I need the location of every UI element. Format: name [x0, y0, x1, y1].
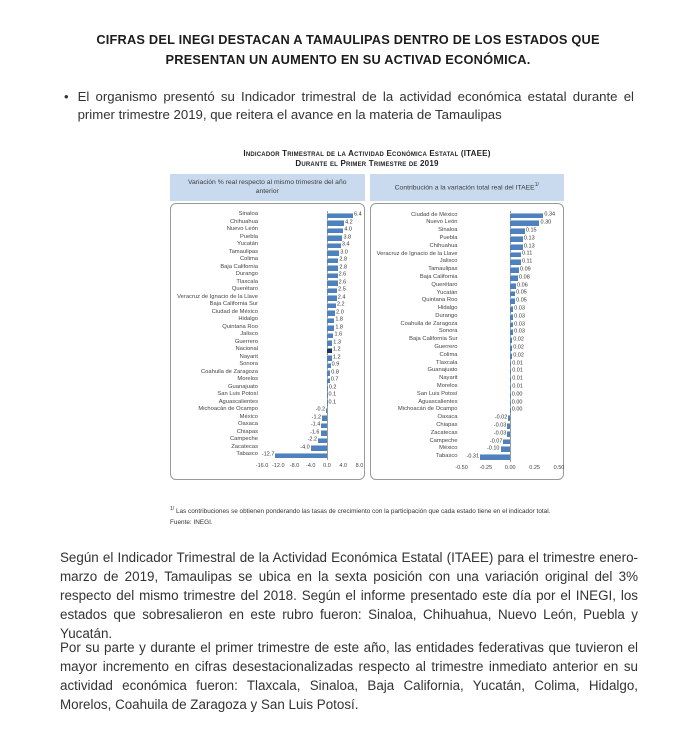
bar-value: 0.00	[511, 391, 523, 397]
bar-value: 0.08	[519, 274, 530, 281]
bar-value: 0.34	[544, 211, 556, 218]
bar	[510, 244, 523, 250]
footnote-ref: 1/	[534, 182, 539, 189]
bar-category-label: Veracruz de Ignacio de la Llave	[177, 293, 259, 300]
bar-value: 0.15	[525, 227, 537, 234]
bar-value: 0.01	[512, 383, 523, 390]
bar-value: 0.00	[511, 398, 523, 405]
bar-row	[175, 414, 360, 422]
bar-row	[375, 367, 560, 375]
bar-category-label: Puebla	[239, 233, 259, 240]
bar-row	[175, 452, 360, 460]
bar	[327, 303, 336, 309]
bar-category-label: Tabasco	[236, 451, 259, 458]
bar-category-label: Querétaro	[431, 281, 458, 288]
right-panel-header	[370, 174, 565, 200]
bar-category-label: Michoacán de Ocampo	[198, 406, 259, 413]
bar-row	[375, 445, 560, 453]
left-panel-header-text: Variación % real respecto al mismo trimestre del año anterior	[187, 179, 347, 196]
bar-value: -12.7	[261, 451, 275, 458]
bar-category-label: Aguascalientes	[418, 398, 458, 405]
bar-value: -0.07	[489, 437, 503, 444]
bar-value: 0.30	[540, 219, 552, 226]
bar-value: 0.13	[523, 242, 535, 249]
bar-row	[375, 258, 560, 266]
bar-value: -0.31	[466, 453, 480, 460]
bar-value: 0.03	[514, 328, 525, 335]
bar	[327, 220, 344, 226]
bar-row	[375, 336, 560, 344]
bar-row	[175, 324, 360, 332]
bar-row	[175, 437, 360, 445]
intro-bullet	[64, 88, 634, 125]
bar-row	[375, 453, 560, 461]
bar-row	[375, 235, 560, 243]
bar-value: 0.02	[513, 352, 524, 359]
bar-row	[175, 212, 360, 220]
bar-value: 0.01	[512, 375, 523, 382]
contribution-chart-bars	[375, 212, 560, 462]
bar-category-label: Durango	[235, 271, 259, 278]
bar-category-label: Guanajuato	[427, 367, 458, 374]
body-paragraph-2: Por su parte y durante el primer trimestre de este año, las entidades federativas que tuvieron el mayor incremento en cifras desestacionalizadas respecto al trimestre inmediato anterior en su actividad económica fueron: Tlaxcala, Sinaloa, Baja California, Yucatán, Colima, Hidalgo, Morelos, Coahuila de Zaragoza y San Luis Potosí.	[60, 640, 638, 713]
x-tick-label: -8.0	[289, 463, 300, 470]
footnote-text: Las contribuciones se obtienen ponderando las tasas de crecimiento con la participación que cada estado tiene en el indicador total.	[175, 508, 551, 516]
bar-value: 2.5	[338, 286, 346, 293]
bar-category-label: Oaxaca	[238, 421, 259, 428]
bar-category-label: Tamaulipas	[428, 266, 458, 273]
bar	[321, 430, 327, 436]
x-tick-label: 4.0	[339, 463, 348, 470]
bar-value: 0.05	[516, 297, 527, 304]
bar-row	[375, 305, 560, 313]
bar-row	[375, 297, 560, 305]
bar-row	[375, 290, 560, 298]
bar-category-label: Sinaloa	[238, 211, 259, 218]
bar-row	[175, 444, 360, 452]
bar-category-label: Chiapas	[236, 428, 259, 435]
bar-row	[175, 294, 360, 302]
document-title: CIFRAS DEL INEGI DESTACAN A TAMAULIPAS DENTRO DE LOS ESTADOS QUE PRESENTAN UN AUMENTO EN SU ACTIVAD ECONÓMICA.	[96, 32, 600, 67]
bar-row	[175, 317, 360, 325]
bar-value: 0.2	[328, 384, 337, 391]
itaee-figure	[170, 148, 564, 527]
bar-row	[175, 257, 360, 265]
bar-category-label: Coahuila de Zaragoza	[200, 368, 259, 375]
bar-row	[175, 339, 360, 347]
bar-category-label: Baja California Sur	[209, 301, 259, 308]
bar-category-label: Chihuahua	[229, 218, 259, 225]
bar-category-label: Zacatecas	[430, 429, 458, 436]
bar-row	[375, 438, 560, 446]
bar-value: 1.2	[332, 354, 341, 361]
intro-bullet-text: El organismo presentó su Indicador trimestral de la actividad económica estatal durante el primer trimestre 2019, que reitera el avance en la materia de Tamaulipas	[77, 89, 634, 123]
x-tick-label: -16.0	[255, 463, 269, 470]
bar-row	[175, 407, 360, 415]
bar-row	[375, 399, 560, 407]
bar-row	[375, 227, 560, 235]
bar-category-label: Jalisco	[439, 258, 458, 265]
bar-category-label: Morelos	[237, 376, 259, 383]
bar-value: 0.11	[521, 258, 533, 265]
x-tick-label: -0.25	[479, 465, 493, 472]
variation-chart-bars	[175, 212, 360, 460]
bar	[327, 235, 342, 241]
bar-category-label: Nuevo León	[426, 219, 458, 226]
bar-row	[175, 377, 360, 385]
bar-category-label: Colima	[439, 351, 458, 358]
bar	[510, 213, 543, 219]
bar-value: 2.6	[338, 271, 347, 278]
bar-row	[175, 392, 360, 400]
bar-row	[175, 279, 360, 287]
x-tick-label: -12.0	[271, 463, 285, 470]
bar-value: 2.8	[339, 264, 348, 271]
bar-value: 0.7	[330, 376, 339, 383]
bar-value: -2.2	[307, 436, 318, 443]
bar	[275, 453, 327, 459]
bar-category-label: Tlaxcala	[435, 359, 458, 366]
bar-value: 2.4	[337, 294, 346, 301]
bar-value: 0.05	[516, 289, 527, 296]
bar-value: 0.03	[514, 320, 525, 327]
bar-value: 3.8	[343, 234, 352, 241]
x-tick-label: 8.0	[355, 463, 364, 470]
bar-category-label: Quintana Roo	[222, 323, 259, 330]
bar	[327, 295, 337, 301]
bar-value: 3.4	[341, 241, 350, 248]
bar-category-label: México	[239, 413, 259, 420]
bar	[327, 310, 335, 316]
bar-value: -0.02	[494, 414, 508, 421]
x-tick-label: 0.0	[323, 463, 331, 470]
bar-row	[375, 414, 560, 422]
bar-row	[175, 302, 360, 310]
contribution-chart	[370, 203, 565, 481]
bar-category-label: Chiapas	[436, 422, 458, 429]
bar-row	[375, 251, 560, 259]
bar-value: 1.6	[334, 331, 343, 338]
bar-category-label: Nayarit	[239, 353, 259, 360]
bar-row	[375, 219, 560, 227]
bar-category-label: Hidalgo	[437, 305, 458, 312]
bar	[318, 438, 327, 444]
bar-value: 2.6	[338, 279, 347, 286]
bar-value: 0.01	[512, 359, 523, 366]
bar-value: 1.2	[332, 346, 341, 353]
bar	[510, 236, 523, 242]
bar-category-label: Ciudad de México	[411, 211, 458, 218]
bar-value: 0.1	[328, 399, 337, 406]
footnote-marker: 1/	[170, 506, 175, 513]
bar-value: 0.1	[328, 391, 337, 398]
bar	[327, 265, 338, 271]
bar-category-label: Campeche	[229, 436, 259, 443]
bar-category-label: Guerrero	[234, 338, 259, 345]
bar-category-label: Puebla	[439, 234, 458, 241]
variation-chart-axis	[175, 462, 364, 473]
bar-category-label: Tlaxcala	[236, 278, 259, 285]
bar-row	[175, 287, 360, 295]
bar-value: 0.11	[521, 250, 533, 257]
bar	[327, 288, 337, 294]
bar-row	[375, 422, 560, 430]
bar	[327, 273, 338, 279]
bar-row	[375, 313, 560, 321]
bar-category-label: Sonora	[438, 328, 458, 335]
bar-row	[175, 369, 360, 377]
bar-value: 0.02	[513, 344, 524, 351]
bar-category-label: México	[439, 445, 458, 452]
figure-footnote	[170, 506, 564, 527]
bar	[510, 220, 539, 226]
bar	[327, 318, 334, 324]
zero-axis-line	[510, 452, 511, 462]
bar-value: -0.10	[486, 445, 500, 452]
bullet-icon: •	[64, 89, 69, 104]
bar-value: 0.03	[514, 305, 525, 312]
bar	[327, 280, 338, 286]
x-tick-label: -0.50	[455, 465, 468, 472]
bar-value: -1.4	[310, 421, 321, 428]
bar-row	[175, 384, 360, 392]
bar-category-label: Yucatán	[436, 289, 458, 296]
bar-value: -1.2	[311, 414, 322, 421]
bar-value: -0.03	[493, 429, 507, 436]
bar	[510, 267, 519, 273]
bar-row	[375, 391, 560, 399]
bar-row	[375, 406, 560, 414]
bar	[510, 259, 521, 265]
figure-source: Fuente: INEGI.	[170, 518, 213, 526]
bar-row	[375, 383, 560, 391]
bar-row	[375, 321, 560, 329]
bar-category-label: Chihuahua	[429, 242, 458, 249]
bar-row	[375, 328, 560, 336]
bar-value: 3.0	[340, 249, 348, 256]
bar	[501, 446, 511, 452]
bar-row	[375, 282, 560, 290]
bar-value: -0.2	[315, 406, 326, 413]
bar-value: 1.8	[335, 316, 343, 323]
bar-category-label: Nacional	[235, 346, 259, 353]
bar-category-label: Guanajuato	[228, 383, 259, 390]
bar-value: 2.8	[339, 256, 348, 263]
bar	[327, 250, 339, 256]
bar-value: 0.9	[331, 361, 340, 368]
bar	[480, 454, 510, 460]
contribution-chart-axis	[375, 464, 565, 475]
bar-value: -4.0	[300, 444, 310, 451]
bar-row	[375, 344, 560, 352]
bar-category-label: Quintana Roo	[421, 297, 458, 304]
bar-category-label: Nuevo León	[226, 226, 259, 233]
bar-category-label: Coahuila de Zaragoza	[400, 320, 458, 327]
bar	[503, 439, 510, 445]
bar-category-label: Sonora	[239, 361, 259, 368]
bar-row	[175, 309, 360, 317]
bar-value: 0.13	[523, 235, 535, 242]
right-panel-header-text: Contribución a la variación total real del $ITAEE^{1/}$	[394, 182, 539, 192]
bar	[327, 213, 353, 219]
bar-row	[375, 430, 560, 438]
bar-value: 0.8	[331, 369, 339, 376]
bar-category-label: Jalisco	[240, 331, 259, 338]
bar-row	[175, 234, 360, 242]
bar	[510, 252, 521, 258]
bar-category-label: Sinaloa	[438, 227, 458, 234]
bar-row	[175, 362, 360, 370]
body-paragraph-1: Según el Indicador Trimestral de la Actividad Económica Estatal (ITAEE) para el trimestre enero-marzo de 2019, Tamaulipas se ubica en la sexta posición con una variación original del 3% respecto del mismo trimestre del 2018. Según el informe presentado este día por el INEGI, los estados que sobresalieron en este rubro fueron: Sinaloa, Chihuahua, Nuevo León, Puebla y Yucatán.	[60, 550, 638, 642]
bar-row	[375, 274, 560, 282]
panel-headers	[170, 174, 564, 200]
bar-category-label: Veracruz de Ignacio de la Llave	[376, 250, 458, 257]
bar-value: -1.6	[310, 429, 320, 436]
left-panel-header	[170, 174, 365, 200]
bar-category-label: San Luis Potosí	[217, 391, 259, 398]
bar	[311, 445, 327, 451]
bar-row	[175, 249, 360, 257]
bar-row	[175, 429, 360, 437]
bar-row	[175, 272, 360, 280]
bar-category-label: Ciudad de México	[211, 308, 259, 315]
bar-category-label: Tamaulipas	[228, 248, 259, 255]
bar-row	[175, 422, 360, 430]
bar-value: 6.4	[354, 211, 362, 218]
bar-category-label: Hidalgo	[238, 316, 259, 323]
bar-value: 0.09	[520, 266, 531, 273]
bar-category-label: Guerrero	[434, 344, 458, 351]
bar-value: 0.00	[511, 406, 523, 413]
bar	[327, 325, 334, 331]
bar-value: 0.01	[512, 367, 523, 374]
bar-category-label: Aguascalientes	[218, 398, 259, 405]
bar	[327, 243, 341, 249]
bar-category-label: Nayarit	[439, 375, 458, 382]
figure-subtitle: Durante el Primer Trimestre de 2019	[295, 159, 439, 169]
bar-row	[175, 227, 360, 235]
bar-category-label: Baja California Sur	[409, 336, 458, 343]
bar-row	[175, 354, 360, 362]
bar-category-label: Campeche	[429, 437, 458, 444]
bar-value: 0.03	[514, 313, 525, 320]
bar-category-label: Oaxaca	[437, 414, 458, 421]
bar-category-label: Zacatecas	[231, 443, 259, 450]
bar-value: 2.0	[336, 309, 344, 316]
bar-row	[175, 332, 360, 340]
bar-row	[375, 352, 560, 360]
charts-row	[170, 203, 564, 481]
bar-category-label: Yucatán	[237, 241, 259, 248]
bar-value: 4.0	[344, 226, 352, 233]
bar-value: 4.2	[345, 219, 353, 226]
bar-value: 0.02	[513, 336, 524, 343]
x-tick-label: 0.00	[504, 465, 516, 472]
bar-row	[375, 243, 560, 251]
bar	[327, 228, 343, 234]
bar-row	[175, 219, 360, 227]
bar-category-label: Morelos	[436, 383, 458, 390]
bar-row	[175, 264, 360, 272]
bar-row	[375, 266, 560, 274]
bar-value: -0.03	[493, 422, 507, 429]
bar-value: 0.06	[517, 281, 528, 288]
bar-row	[375, 360, 560, 368]
bar-value: 2.2	[336, 301, 345, 308]
x-tick-label: 0.25	[529, 465, 540, 472]
bar-row	[175, 242, 360, 250]
bar-category-label: Durango	[435, 312, 458, 319]
variation-chart	[170, 203, 365, 481]
bar	[327, 258, 338, 264]
zero-axis-line	[327, 451, 328, 461]
x-tick-label: -4.0	[306, 463, 316, 470]
bar-category-label: Colima	[239, 256, 259, 263]
bar-row	[375, 212, 560, 220]
bar-row	[175, 347, 360, 355]
bar-category-label: Baja California	[220, 263, 259, 270]
x-tick-label: 0.50	[553, 465, 565, 472]
bar-category-label: Baja California	[419, 273, 458, 280]
bar-category-label: Querétaro	[231, 286, 259, 293]
bar	[510, 275, 518, 281]
bar-category-label: Tabasco	[435, 453, 458, 460]
bar-value: 1.8	[335, 324, 343, 331]
bar-category-label: Michoacán de Ocampo	[397, 406, 458, 413]
figure-title: Indicador Trimestral de la Actividad Económica Estatal (ITAEE)	[243, 149, 491, 158]
bar-value: 1.3	[333, 339, 341, 346]
bar-category-label: San Luis Potosí	[416, 390, 458, 397]
bar	[510, 228, 525, 234]
bar-row	[375, 375, 560, 383]
